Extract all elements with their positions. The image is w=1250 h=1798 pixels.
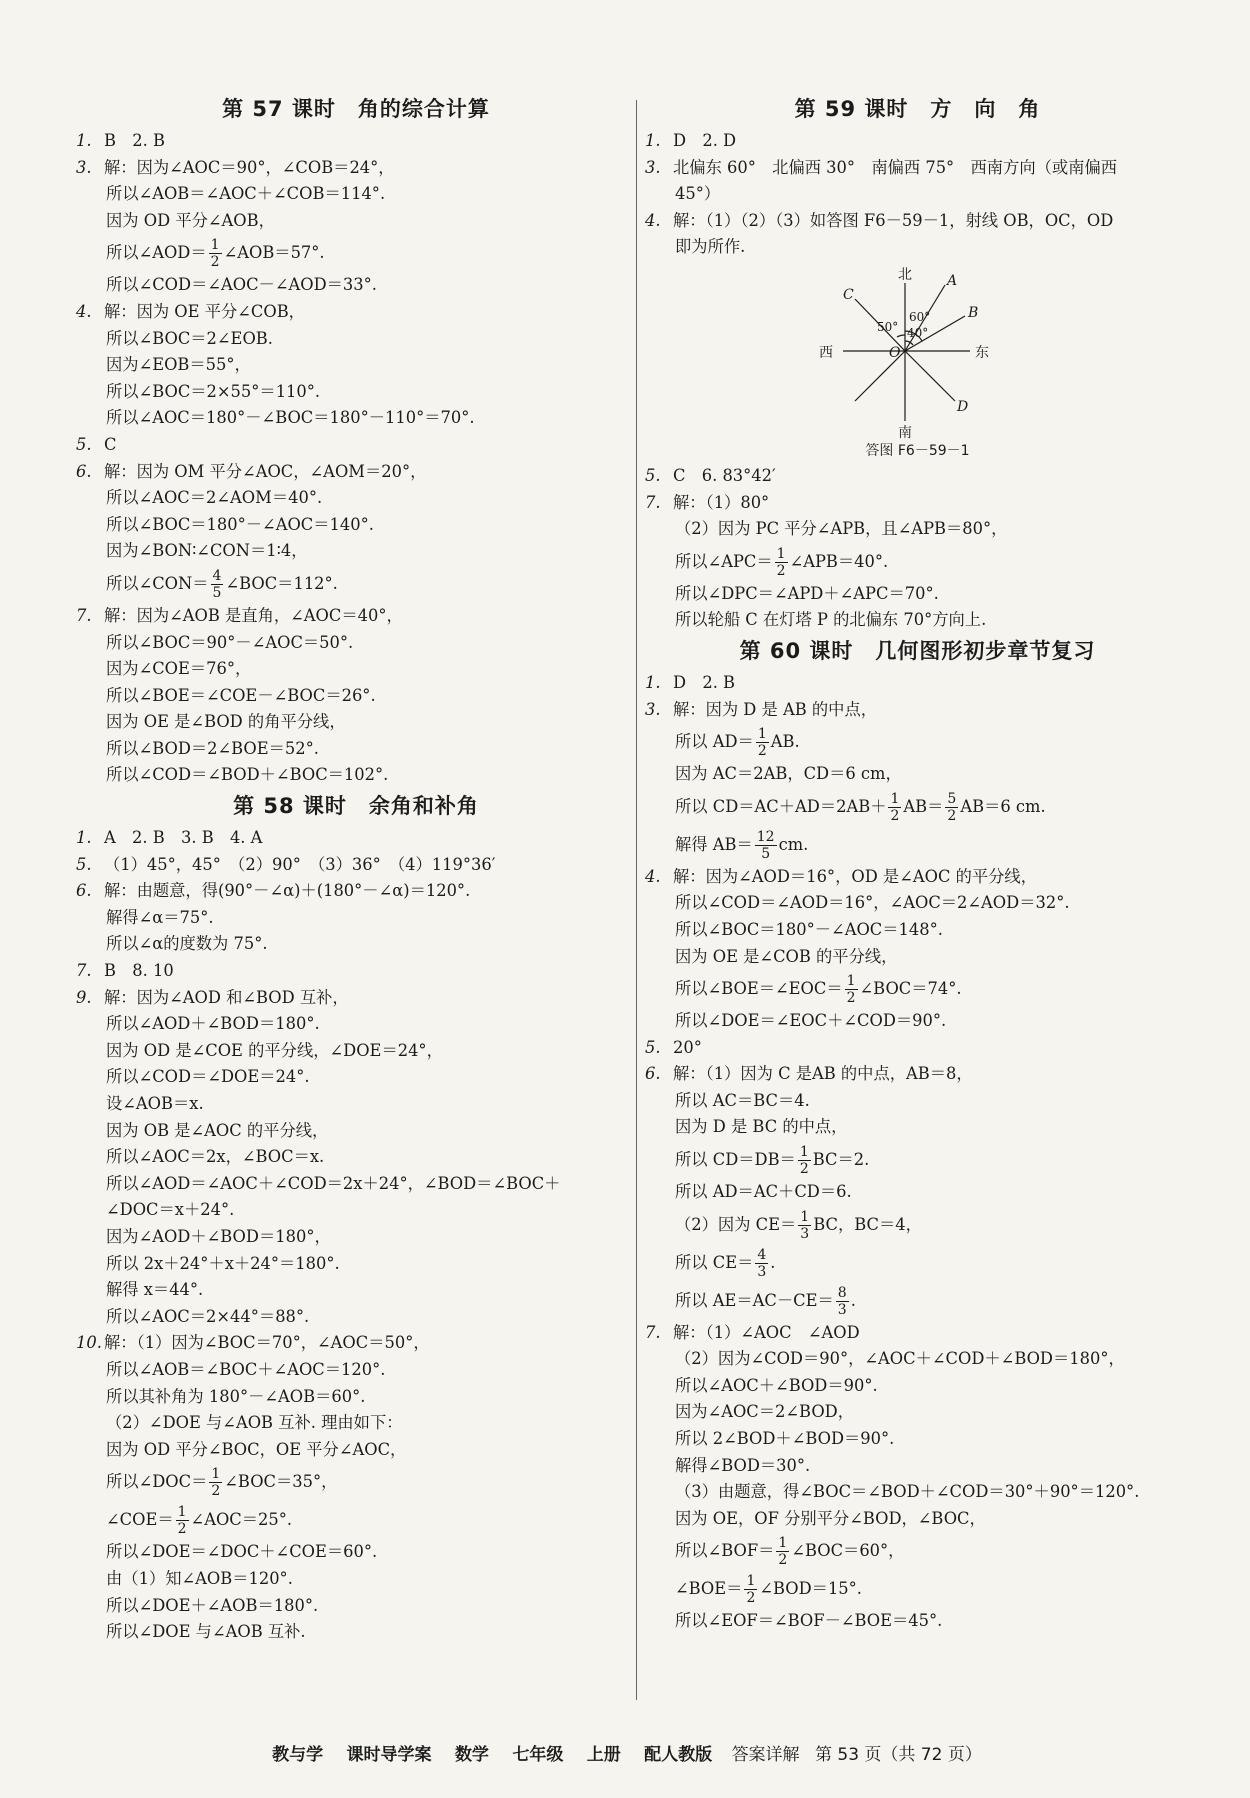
- text-span: BC＝2.: [812, 1150, 870, 1170]
- text-span: 所以 CE＝: [675, 1252, 754, 1272]
- fraction: [209, 237, 222, 270]
- footer-grade: 七年级: [512, 1745, 564, 1765]
- answer-line: [645, 788, 1190, 826]
- text-span: 1: [799, 1144, 809, 1161]
- fraction: [211, 568, 224, 601]
- answer-line: 所以∠DOE＝∠DOC＋∠COE＝60°.: [106, 1542, 378, 1562]
- fraction: [755, 1247, 768, 1280]
- answer-line: 所以∠COD＝∠DOE＝24°.: [106, 1067, 310, 1087]
- answer-line: [76, 825, 636, 852]
- answer-line: 解得∠BOD＝30°.: [675, 1455, 811, 1475]
- text-span: 所以∠BOF＝: [675, 1541, 775, 1561]
- answer-line: [645, 1320, 1190, 1347]
- answer-line: [76, 565, 636, 603]
- answer-line: 所以其补角为 180°－∠AOB＝60°.: [106, 1386, 366, 1406]
- text-span: 8: [837, 1284, 847, 1301]
- label-west: 西: [819, 344, 833, 361]
- text-span: 2: [778, 1552, 788, 1569]
- text-span: 1: [210, 237, 220, 254]
- answer-line: [645, 128, 1190, 155]
- answer-line: 所以轮船 C 在灯塔 P 的北偏东 70°方向上.: [675, 610, 987, 630]
- answer-line: [645, 155, 1190, 182]
- answer-line: 所以∠DOE 与∠AOB 互补.: [106, 1622, 306, 1642]
- text-span: 解：（1）因为∠BOC＝70°，∠AOC＝50°，: [104, 1333, 430, 1353]
- text-span: 5: [212, 584, 222, 601]
- fraction: [744, 1573, 757, 1606]
- text-span: AB＝6 cm.: [960, 796, 1046, 816]
- text-span: .: [770, 1252, 776, 1272]
- answer-line: ∠DOC＝x＋24°.: [106, 1200, 235, 1220]
- answer-line: 所以∠α的度数为 75°.: [106, 934, 268, 954]
- text-span: ∠BOD＝15°.: [759, 1579, 862, 1599]
- text-span: 1: [746, 1573, 756, 1590]
- question-number: 1.: [645, 131, 661, 150]
- answer-line: 所以∠BOC＝2∠EOB.: [106, 328, 273, 348]
- text-span: 5: [947, 790, 957, 807]
- text-span: 1: [890, 790, 900, 807]
- question-number: 3.: [645, 157, 661, 177]
- question-number: 1.: [645, 672, 661, 692]
- answer-line: [645, 970, 1190, 1008]
- text-span: 解：因为∠AOD 和∠BOD 互补，: [104, 987, 349, 1007]
- fraction: [209, 1466, 222, 1499]
- question-number: 7.: [645, 492, 661, 512]
- answer-line: 所以∠COD＝∠AOD＝16°，∠AOC＝2∠AOD＝32°.: [675, 893, 1070, 913]
- answer-line: 因为∠COE＝76°，: [106, 659, 252, 679]
- label-D: D: [957, 398, 969, 415]
- fraction: [776, 1535, 789, 1568]
- fraction: [176, 1504, 189, 1537]
- footer-subject: 数学: [454, 1745, 489, 1765]
- figure-caption: 答图 F6－59－1: [865, 442, 970, 459]
- text-span: 所以∠AOD＝: [106, 243, 207, 263]
- answer-line: [76, 1463, 636, 1501]
- answer-line: [76, 128, 636, 155]
- text-span: 1: [211, 1466, 221, 1483]
- label-angle-60: 60°: [909, 309, 931, 324]
- text-span: 所以 CD＝DB＝: [675, 1150, 796, 1170]
- answer-line: 因为∠AOD＋∠BOD＝180°，: [106, 1226, 331, 1246]
- text-span: 5: [755, 845, 777, 862]
- text-span: 2: [846, 990, 856, 1007]
- answer-line: [645, 463, 1190, 490]
- text-span: 1: [846, 973, 856, 990]
- compass-diagram: [805, 261, 1005, 439]
- text-span: 解：（1）因为 C 是AB 的中点，AB＝8，: [673, 1064, 973, 1084]
- text-span: 2: [177, 1521, 187, 1538]
- label-angle-50: 50°: [877, 319, 899, 334]
- question-number: 7.: [645, 1322, 661, 1342]
- answer-line: 所以∠EOF＝∠BOF－∠BOE＝45°.: [675, 1611, 943, 1631]
- text-span: 2: [947, 807, 957, 824]
- text-span: B 8. 10: [104, 961, 174, 981]
- answer-line: [76, 432, 636, 459]
- text-span: AB.: [770, 732, 800, 752]
- text-span: 解：（1）∠AOC ∠AOD: [673, 1322, 860, 1342]
- answer-line: 因为 AC＝2AB，CD＝6 cm，: [675, 764, 902, 784]
- text-span: 解：因为∠AOB 是直角，∠AOC＝40°，: [104, 605, 403, 625]
- answer-line: 所以∠AOD＝∠AOC＋∠COD＝2x＋24°，∠BOD＝∠BOC＋: [106, 1173, 561, 1193]
- answer-line: [645, 1035, 1190, 1062]
- answer-line: 因为 OE 是∠COB 的平分线，: [675, 946, 898, 966]
- question-number: 3.: [76, 157, 92, 177]
- text-span: ∠BOC＝60°，: [791, 1541, 905, 1561]
- answer-line: 因为 OD 平分∠AOB，: [106, 210, 275, 230]
- text-span: D 2. B: [673, 672, 736, 692]
- answer-line: [645, 864, 1190, 891]
- answer-line: 所以∠COD＝∠BOD＋∠BOC＝102°.: [106, 765, 389, 785]
- label-O: O: [889, 344, 901, 361]
- answer-line: 所以∠BOC＝180°－∠AOC＝140°.: [106, 514, 374, 534]
- page-footer: [0, 1740, 1250, 1765]
- text-span: .: [850, 1290, 856, 1310]
- text-span: 解：因为 OE 平分∠COB，: [104, 301, 305, 321]
- section-title-59: 第 59 课时 方 向 角: [794, 97, 1041, 121]
- question-number: 9.: [76, 987, 92, 1007]
- answer-line: [645, 208, 1190, 235]
- answer-line: （2）∠DOE 与∠AOB 互补. 理由如下：: [106, 1413, 403, 1433]
- answer-line: [645, 670, 1190, 697]
- question-number: 7.: [76, 961, 92, 981]
- answer-line: 因为 OB 是∠AOC 的平分线，: [106, 1120, 329, 1140]
- answer-line: [76, 603, 636, 630]
- answer-line: 所以∠AOC＝2×44°＝88°.: [106, 1306, 310, 1326]
- answer-line: [645, 1206, 1190, 1244]
- question-number: 1.: [76, 828, 92, 848]
- question-number: 4.: [645, 866, 661, 886]
- answer-line: （2）因为 PC 平分∠APB，且∠APB＝80°，: [675, 519, 1008, 539]
- answer-line: 所以∠BOE＝∠COE－∠BOC＝26°.: [106, 685, 376, 705]
- question-number: 1.: [76, 131, 92, 150]
- answer-line: 45°）: [675, 184, 721, 204]
- direction-angle-figure: [645, 261, 1190, 439]
- answer-line: 所以∠AOC＝2∠AOM＝40°.: [106, 488, 323, 508]
- fraction: [775, 546, 788, 579]
- answer-line: 所以 2∠BOD＋∠BOD＝90°.: [675, 1429, 895, 1449]
- answer-line: [76, 958, 636, 985]
- footer-volume: 上册: [586, 1745, 621, 1765]
- question-number: 4.: [645, 210, 661, 230]
- text-span: 1: [776, 545, 786, 562]
- answer-line: 因为∠EOB＝55°，: [106, 355, 251, 375]
- text-span: 2: [746, 1590, 756, 1607]
- footer-edition: 配人教版: [644, 1745, 713, 1765]
- answer-line: 因为 D 是 BC 的中点，: [675, 1117, 848, 1137]
- answer-line: 设∠AOB＝x.: [106, 1094, 204, 1113]
- angle-arc-50: [897, 335, 905, 337]
- answer-line: 所以∠COD＝∠AOC－∠AOD＝33°.: [106, 275, 377, 295]
- answer-line: [645, 1570, 1190, 1608]
- section-title-57: 第 57 课时 角的综合计算: [222, 97, 490, 121]
- section-title-60: 第 60 课时 几何图形初步章节复习: [739, 638, 1096, 663]
- text-span: （1）45°，45° （2）90° （3）36° （4）119°36′: [104, 854, 496, 874]
- right-column: [645, 92, 1190, 1635]
- answer-line: 所以∠BOC＝2×55°＝110°.: [106, 381, 321, 401]
- answer-line: 所以∠AOB＝∠AOC＋∠COB＝114°.: [106, 184, 386, 204]
- text-span: 4: [212, 567, 222, 584]
- text-span: C: [104, 434, 117, 454]
- answer-line: 由（1）知∠AOB＝120°.: [106, 1568, 293, 1588]
- answer-line: 所以∠DOE＋∠AOB＝180°.: [106, 1595, 319, 1615]
- fraction: [845, 973, 858, 1006]
- answer-line: 所以∠AOC＝2x，∠BOC＝x.: [106, 1147, 325, 1167]
- text-span: ∠APB＝40°.: [789, 551, 889, 571]
- answer-line: 因为∠AOC＝2∠BOD，: [675, 1402, 854, 1422]
- question-number: 10.: [76, 1333, 102, 1353]
- answer-line: 所以 AD＝AC＋CD＝6.: [675, 1182, 852, 1202]
- answer-line: 所以∠AOD＋∠BOD＝180°.: [106, 1014, 320, 1034]
- answer-line: [645, 1282, 1190, 1320]
- text-span: D 2. D: [673, 131, 737, 150]
- text-span: 解：由题意，得(90°－∠α)＋(180°－∠α)＝120°.: [104, 881, 471, 901]
- text-span: 1: [800, 1208, 810, 1225]
- question-number: 6.: [76, 881, 92, 901]
- answer-line: [76, 852, 636, 879]
- answer-line: [76, 155, 636, 182]
- footer-brand: 教与学: [272, 1745, 324, 1765]
- text-span: 所以 AD＝: [675, 732, 754, 752]
- text-span: A 2. B 3. B 4. A: [104, 828, 263, 848]
- answer-line: 所以∠BOC＝90°－∠AOC＝50°.: [106, 632, 354, 652]
- label-north: 北: [898, 266, 912, 283]
- text-span: ∠COE＝: [106, 1510, 174, 1530]
- text-span: B 2. B: [104, 131, 165, 150]
- question-number: 5.: [645, 1037, 661, 1057]
- text-span: 2: [757, 743, 767, 760]
- text-span: 解：因为∠AOD＝16°，OD 是∠AOC 的平分线，: [673, 866, 1037, 886]
- answer-line: 所以 AC＝BC＝4.: [675, 1090, 810, 1110]
- answer-line: 解得 x＝44°.: [106, 1280, 204, 1300]
- answer-line: 即为所作.: [675, 237, 746, 257]
- answer-line: [76, 459, 636, 486]
- fraction: [888, 791, 901, 824]
- fraction: [756, 726, 769, 759]
- text-span: 所以 CD＝AC＋AD＝2AB＋: [675, 796, 887, 816]
- fraction: [755, 829, 777, 862]
- answer-line: 因为 OD 平分∠BOC，OE 平分∠AOC，: [106, 1439, 407, 1459]
- text-span: ∠AOB＝57°.: [223, 243, 325, 263]
- question-number: 4.: [76, 301, 92, 321]
- text-span: C 6. 83°42′: [673, 465, 776, 485]
- answer-line: [645, 1061, 1190, 1088]
- text-span: 所以 AE＝AC－CE＝: [675, 1290, 834, 1310]
- text-span: AB＝: [903, 796, 944, 816]
- answer-line: 因为 OD 是∠COE 的平分线，∠DOE＝24°，: [106, 1040, 443, 1060]
- footer-page-number: 第 53 页（共 72 页）: [814, 1745, 982, 1765]
- text-span: BC，BC＝4，: [813, 1214, 922, 1234]
- footer-series: 课时导学案: [346, 1745, 432, 1765]
- answer-line: （3）由题意，得∠BOC＝∠BOD＋∠COD＝30°＋90°＝120°.: [675, 1482, 1140, 1502]
- text-span: 1: [177, 1504, 187, 1521]
- text-span: 所以∠BOE＝∠EOC＝: [675, 979, 843, 999]
- text-span: 2: [211, 1483, 221, 1500]
- text-span: 20°: [673, 1037, 702, 1057]
- answer-line: [76, 234, 636, 272]
- question-number: 7.: [76, 605, 92, 625]
- answer-line: [76, 1501, 636, 1539]
- text-span: 北偏东 60° 北偏西 30° 南偏西 75° 西南方向（或南偏西: [673, 157, 1118, 177]
- answer-line: [645, 723, 1190, 761]
- answer-line: 因为 OE 是∠BOD 的角平分线，: [106, 712, 346, 732]
- text-span: ∠BOE＝: [675, 1579, 743, 1599]
- answer-line: [645, 490, 1190, 517]
- label-east: 东: [975, 344, 989, 361]
- left-column: [76, 92, 636, 1646]
- answer-line: 所以∠DOE＝∠EOC＋∠COD＝90°.: [675, 1011, 947, 1031]
- ray-OD: [905, 351, 955, 401]
- question-number: 5.: [76, 434, 92, 454]
- question-number: 3.: [645, 699, 661, 719]
- question-number: 5.: [645, 465, 661, 485]
- answer-line: [76, 299, 636, 326]
- text-span: 2: [890, 807, 900, 824]
- section-title-58: 第 58 课时 余角和补角: [233, 794, 479, 819]
- text-span: 12: [756, 828, 775, 845]
- answer-line: [645, 1244, 1190, 1282]
- text-span: 2: [210, 254, 220, 271]
- question-number: 6.: [645, 1064, 661, 1084]
- answer-line: （2）因为∠COD＝90°，∠AOC＋∠COD＋∠BOD＝180°，: [675, 1349, 1125, 1369]
- label-angle-40: 40°: [907, 325, 929, 340]
- fraction: [836, 1285, 849, 1318]
- text-span: 解：（1）（2）（3）如答图 F6－59－1，射线 OB，OC，OD: [673, 210, 1114, 230]
- text-span: ∠BOC＝112°.: [225, 573, 338, 593]
- text-span: 3: [837, 1301, 847, 1318]
- answer-line: 所以∠AOC＝180°－∠BOC＝180°－110°＝70°.: [106, 408, 475, 428]
- answer-line: 所以∠AOB＝∠BOC＋∠AOC＝120°.: [106, 1359, 386, 1379]
- text-span: 解：因为 OM 平分∠AOC，∠AOM＝20°，: [104, 461, 427, 481]
- text-span: cm.: [778, 834, 809, 854]
- text-span: （2）因为 CE＝: [675, 1214, 797, 1234]
- answer-line: 所以∠BOC＝180°－∠AOC＝148°.: [675, 919, 943, 939]
- answer-line: [645, 1532, 1190, 1570]
- text-span: 2: [799, 1161, 809, 1178]
- text-span: ∠AOC＝25°.: [190, 1510, 293, 1530]
- answer-line: 所以∠DPC＝∠APD＋∠APC＝70°.: [675, 583, 939, 603]
- fraction: [798, 1144, 811, 1177]
- text-span: ∠BOC＝74°.: [859, 979, 962, 999]
- text-span: 解得 AB＝: [675, 834, 753, 854]
- text-span: 2: [776, 562, 786, 579]
- text-span: 3: [800, 1225, 810, 1242]
- text-span: 1: [757, 726, 767, 743]
- text-span: 解：（1）80°: [673, 492, 770, 512]
- question-number: 6.: [76, 461, 92, 481]
- answer-line: [76, 878, 636, 905]
- text-span: 所以∠APC＝: [675, 551, 773, 571]
- answer-line: 所以∠BOD＝2∠BOE＝52°.: [106, 738, 319, 758]
- column-divider: [636, 100, 637, 1700]
- question-number: 5.: [76, 854, 92, 874]
- text-span: 4: [757, 1246, 767, 1263]
- answer-line: 解得∠α＝75°.: [106, 907, 214, 927]
- answer-line: [76, 985, 636, 1012]
- text-span: 1: [778, 1535, 788, 1552]
- answer-line: [645, 1141, 1190, 1179]
- fraction: [945, 791, 958, 824]
- label-A: A: [947, 272, 958, 289]
- answer-line: [645, 543, 1190, 581]
- fraction: [798, 1209, 811, 1242]
- answer-line: 所以∠AOC＋∠BOD＝90°.: [675, 1375, 878, 1395]
- answer-line: [645, 826, 1190, 864]
- answer-line: [76, 1330, 636, 1357]
- text-span: 所以∠DOC＝: [106, 1472, 208, 1492]
- text-span: ∠BOC＝35°，: [224, 1472, 338, 1492]
- text-span: 解：因为∠AOC＝90°，∠COB＝24°，: [104, 157, 395, 177]
- answer-line: 因为 OE，OF 分别平分∠BOD，∠BOC，: [675, 1508, 986, 1528]
- answer-line: [645, 697, 1190, 724]
- label-B: B: [968, 304, 979, 321]
- label-south: 南: [898, 424, 912, 439]
- text-span: 解：因为 D 是 AB 的中点，: [673, 699, 878, 719]
- footer-answer-label: 答案详解: [731, 1745, 800, 1765]
- text-span: 3: [757, 1263, 767, 1280]
- label-C: C: [843, 286, 854, 303]
- text-span: 所以∠CON＝: [106, 573, 209, 593]
- answer-line: 因为∠BON∶∠CON＝1∶4，: [106, 541, 308, 561]
- answer-line: 所以 2x＋24°＋x＋24°＝180°.: [106, 1253, 340, 1273]
